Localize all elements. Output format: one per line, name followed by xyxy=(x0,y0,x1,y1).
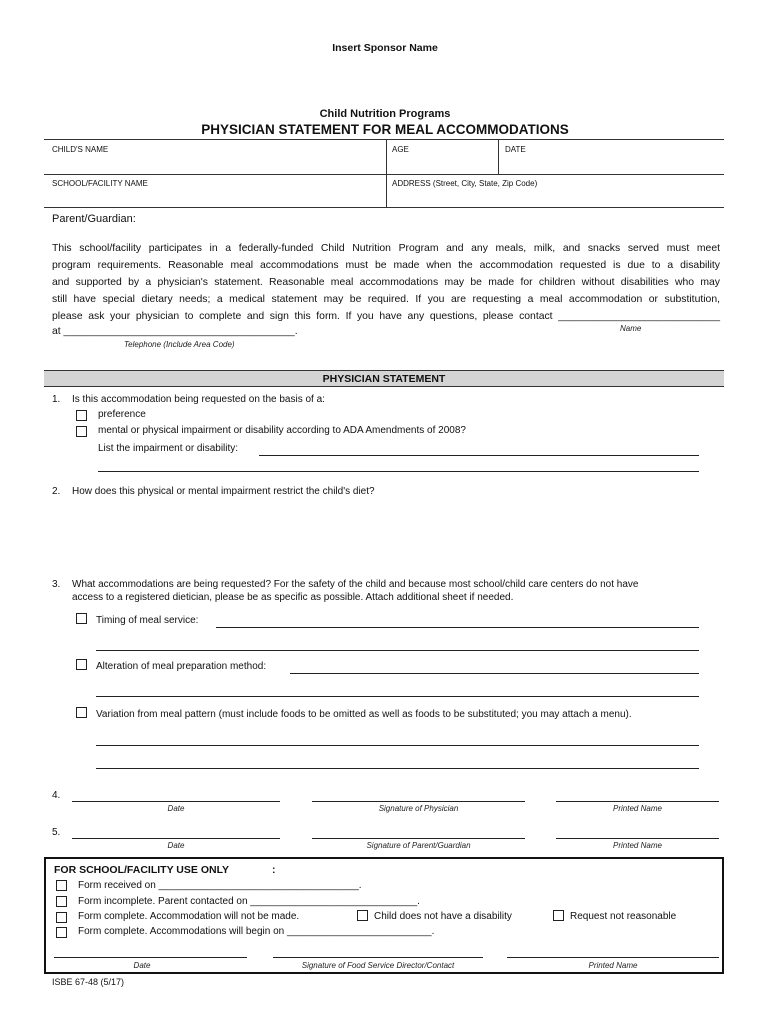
intro-line: still have special dietary needs; a medical statement may be required. If you are requesting a meal accommodation or substitution, xyxy=(52,294,720,306)
variation-checkbox[interactable] xyxy=(76,707,87,718)
school-printed-caption: Printed Name xyxy=(588,961,638,970)
school-use-colon: : xyxy=(272,864,276,876)
impairment-line[interactable] xyxy=(259,455,699,456)
sig4-date-caption: Date xyxy=(167,804,185,813)
sig5-signature-line[interactable] xyxy=(312,838,525,839)
sig5-printed-caption: Printed Name xyxy=(613,841,662,850)
q2-text: How does this physical or mental impairment restrict the child's diet? xyxy=(72,486,375,497)
timing-line[interactable] xyxy=(216,627,699,628)
school-signature-line[interactable] xyxy=(273,957,483,958)
complete-begin-text: Form complete. Accommodations will begin on __________________________. xyxy=(78,926,435,937)
intro-line: program requirements. Reasonable meal accommodations must be made when the accommodation requested is due to a disability xyxy=(52,260,720,272)
complete-not-text: Form complete. Accommodation will not be made. xyxy=(78,911,300,922)
q1-number: 1. xyxy=(52,394,61,405)
alteration-line-2[interactable] xyxy=(96,696,699,697)
impairment-line-2[interactable] xyxy=(98,471,699,472)
list-impairment-label: List the impairment or disability: xyxy=(98,443,239,454)
q3-text-line1: What accommodations are being requested? For the safety of the child and because most school/child care centers do not have xyxy=(72,579,639,590)
received-text: Form received on ____________________________________. xyxy=(78,880,362,891)
intro-line: please ask your physician to complete and sign this form. If you have any questions, please contact ____________________________ xyxy=(52,311,720,323)
age-field[interactable]: AGE xyxy=(392,145,409,154)
variation-line-2[interactable] xyxy=(96,768,699,769)
sponsor-name: Insert Sponsor Name xyxy=(332,42,438,54)
alteration-checkbox[interactable] xyxy=(76,659,87,670)
sig5-printed-line[interactable] xyxy=(556,838,719,839)
incomplete-text: Form incomplete. Parent contacted on ______________________________. xyxy=(78,896,420,907)
school-date-line[interactable] xyxy=(54,957,247,958)
sig4-signature-line[interactable] xyxy=(312,801,525,802)
alteration-line[interactable] xyxy=(290,673,699,674)
complete-not-checkbox[interactable] xyxy=(56,912,67,923)
address-field[interactable]: ADDRESS (Street, City, State, Zip Code) xyxy=(392,179,538,188)
variation-line[interactable] xyxy=(96,745,699,746)
contact-at-line[interactable]: at ________________________________________. xyxy=(52,326,298,337)
incomplete-checkbox[interactable] xyxy=(56,896,67,907)
sig4-printed-line[interactable] xyxy=(556,801,719,802)
q1-text: Is this accommodation being requested on the basis of a: xyxy=(72,394,325,405)
intro-line: and supported by a physician's statement. Reasonable meal accommodations may be made for children without disabilities who may xyxy=(52,277,720,289)
school-signature-caption: Signature of Food Service Director/Contact xyxy=(301,961,455,970)
timing-checkbox[interactable] xyxy=(76,613,87,624)
sig5-date-caption: Date xyxy=(167,841,185,850)
intro-paragraph xyxy=(52,240,720,325)
impairment-checkbox[interactable] xyxy=(76,426,87,437)
school-use-title: FOR SCHOOL/FACILITY USE ONLY xyxy=(54,864,230,876)
physician-statement-header: PHYSICIAN STATEMENT xyxy=(44,370,724,387)
q3-number: 3. xyxy=(52,579,61,590)
program-name: Child Nutrition Programs xyxy=(319,108,451,120)
date-field[interactable]: DATE xyxy=(505,145,526,154)
timing-line-2[interactable] xyxy=(96,650,699,651)
sig4-printed-caption: Printed Name xyxy=(613,804,662,813)
received-checkbox[interactable] xyxy=(56,880,67,891)
no-disability-text: Child does not have a disability xyxy=(374,911,512,922)
name-caption: Name xyxy=(620,324,642,333)
school-name-field[interactable]: SCHOOL/FACILITY NAME xyxy=(52,179,148,188)
school-date-caption: Date xyxy=(133,961,151,970)
form-title: PHYSICIAN STATEMENT FOR MEAL ACCOMMODATIONS xyxy=(201,122,569,137)
child-name-field[interactable]: CHILD'S NAME xyxy=(52,145,109,154)
complete-begin-checkbox[interactable] xyxy=(56,927,67,938)
timing-label: Timing of meal service: xyxy=(96,615,199,626)
q2-number: 2. xyxy=(52,486,61,497)
preference-checkbox[interactable] xyxy=(76,410,87,421)
preference-label: preference xyxy=(98,409,146,420)
not-reasonable-checkbox[interactable] xyxy=(553,910,564,921)
alteration-label: Alteration of meal preparation method: xyxy=(96,661,267,672)
q3-text-line2: access to a registered dietician, please be as specific as possible. Attach additional sheet if needed. xyxy=(72,592,514,603)
sig4-signature-caption: Signature of Physician xyxy=(378,804,459,813)
no-disability-checkbox[interactable] xyxy=(357,910,368,921)
sig5-number: 5. xyxy=(52,827,61,838)
form-number: ISBE 67-48 (5/17) xyxy=(52,977,125,987)
sig5-signature-caption: Signature of Parent/Guardian xyxy=(366,841,471,850)
not-reasonable-text: Request not reasonable xyxy=(570,911,677,922)
sig5-date-line[interactable] xyxy=(72,838,280,839)
sig4-number: 4. xyxy=(52,790,61,801)
parent-guardian-label: Parent/Guardian: xyxy=(52,213,136,225)
school-printed-line[interactable] xyxy=(507,957,719,958)
intro-line: This school/facility participates in a federally-funded Child Nutrition Program and any meals, milk, and snacks served must meet xyxy=(52,243,720,254)
telephone-caption: Telephone (Include Area Code) xyxy=(124,340,235,349)
variation-label: Variation from meal pattern (must include foods to be omitted as well as foods to be substituted; you may attach a menu). xyxy=(96,709,632,720)
impairment-label: mental or physical impairment or disability according to ADA Amendments of 2008? xyxy=(98,425,466,436)
sig4-date-line[interactable] xyxy=(72,801,280,802)
